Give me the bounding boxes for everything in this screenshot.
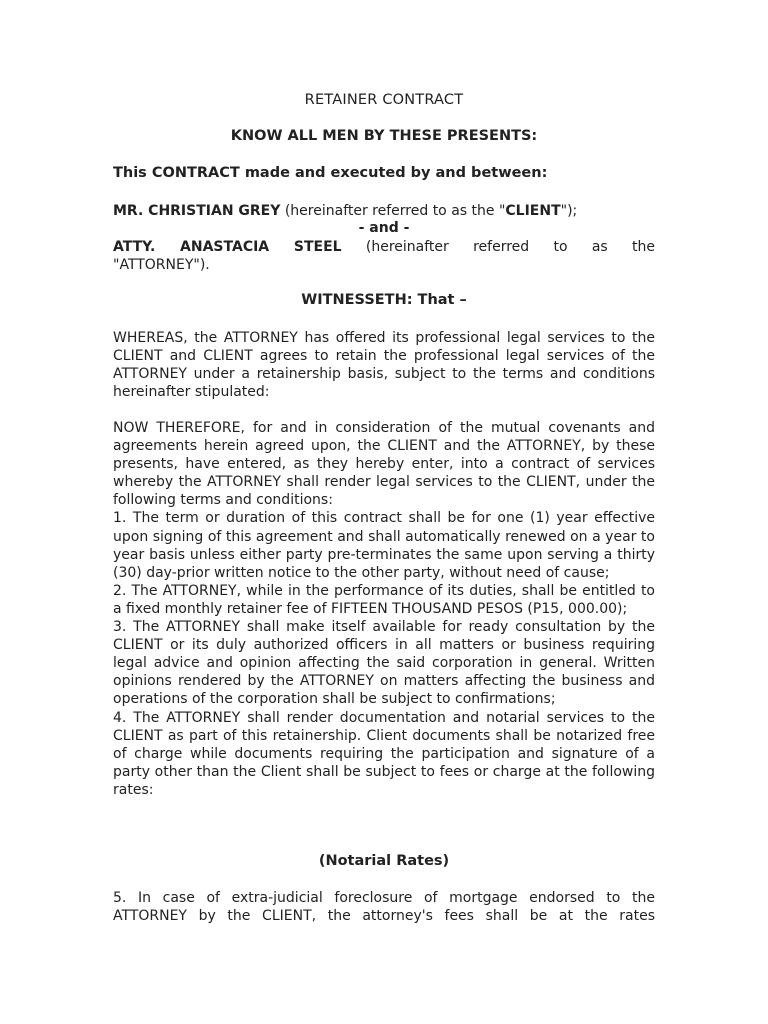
- party-client: [113, 202, 655, 220]
- client-description-end: ");: [560, 203, 578, 219]
- whereas-clause: [113, 329, 655, 401]
- term-item-1: 1. The term or duration of this contract shall be for one (1) year effective upon signing of this agreement and shall automatically renewed on a year to year basis unless either party pre-terminates the same upon serving a thirty (30) day-prior written notice to the other party, without need of cause;: [113, 510, 655, 581]
- term-item-3: 3. The ATTORNEY shall make itself available for ready consultation by the CLIENT or its duly authorized officers in all matters or business requiring legal advice and opinion affecting the said corporation in general. Written opinions rendered by the ATTORNEY on matters affecting the business and operations of the corporation shall be subject to confirmations;: [113, 619, 655, 708]
- witnesseth-heading: WITNESSETH: That –: [301, 292, 467, 308]
- whereas-text: WHEREAS, the ATTORNEY has offered its professional legal services to the CLIENT and CLIENT agrees to retain the professional legal services of the ATTORNEY under a retainership basis, subject to the terms and conditions hereinafter stipulated:: [113, 330, 655, 401]
- term-item-2: 2. The ATTORNEY, while in the performance of its duties, shall be entitled to a fixed monthly retainer fee of FIFTEEN THOUSAND PESOS (P15, 000.00);: [113, 582, 655, 617]
- client-description: (hereinafter referred to as the ": [280, 203, 506, 219]
- now-therefore-clause: NOW THEREFORE, for and in consideration of the mutual covenants and agreements herein agreed upon, the CLIENT and the ATTORNEY, by these presents, have entered, as they hereby enter, into a contract of services whereby the ATTORNEY shall render legal services to the CLIENT, under the following terms and conditions:: [113, 420, 655, 509]
- party-attorney: [113, 238, 655, 256]
- terms-section: [113, 419, 655, 799]
- term-item-4: 4. The ATTORNEY shall render documentation and notarial services to the CLIENT as part of this retainership. Client documents shall be notarized free of charge while documents requiring the participation and signature of a party other than the Client shall be subject to fees or charge at the following rates:: [113, 709, 655, 798]
- client-name: MR. CHRISTIAN GREY: [113, 203, 281, 219]
- know-all-men-heading: KNOW ALL MEN BY THESE PRESENTS:: [230, 128, 538, 144]
- attorney-description: (hereinafter referred to as the: [341, 239, 656, 255]
- term-item-5: 5. In case of extra-judicial foreclosure of mortgage endorsed to the ATTORNEY by the CLIENT, the attorney's fees shall be at the rates: [113, 890, 655, 925]
- notarial-rates-heading: (Notarial Rates): [318, 853, 450, 869]
- attorney-name: ATTY. ANASTACIA STEEL: [113, 239, 342, 255]
- attorney-role: "ATTORNEY").: [113, 257, 210, 273]
- client-role: CLIENT: [505, 203, 561, 219]
- document-title: RETAINER CONTRACT: [304, 92, 464, 108]
- contract-intro: This CONTRACT made and executed by and between:: [113, 165, 548, 181]
- and-separator: - and -: [358, 220, 410, 236]
